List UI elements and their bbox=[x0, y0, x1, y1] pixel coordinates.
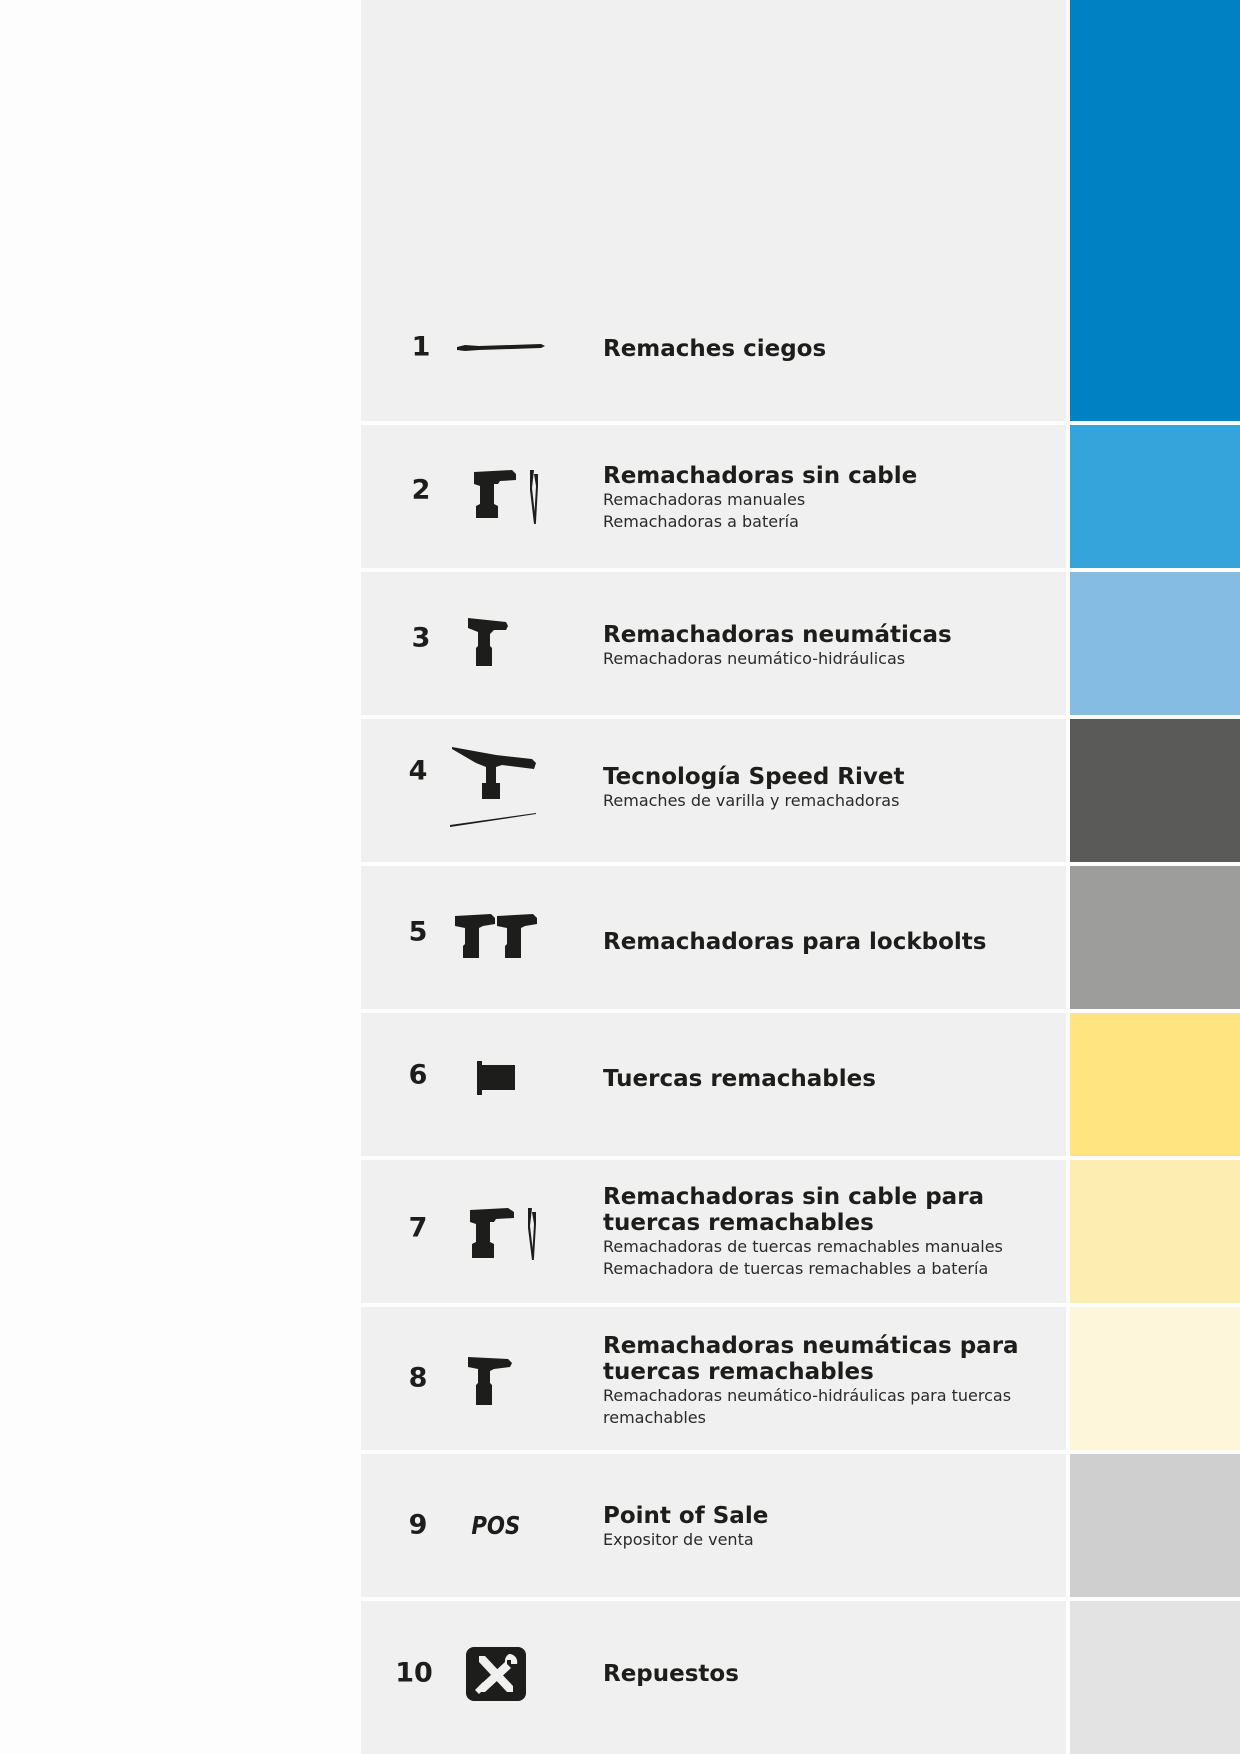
section-tab-8[interactable] bbox=[1070, 1307, 1240, 1450]
section-subheading: Remachadora de tuercas remachables a batería bbox=[603, 1259, 989, 1278]
section-number: 4 bbox=[408, 755, 428, 787]
section-number: 1 bbox=[411, 331, 431, 363]
pneumatic-riveter-icon bbox=[464, 616, 524, 681]
section-tab-6[interactable] bbox=[1070, 1013, 1240, 1156]
section-number: 3 bbox=[411, 622, 431, 654]
section-text bbox=[603, 764, 1053, 812]
section-heading[interactable]: Remachadoras para lockbolts bbox=[603, 929, 987, 955]
section-text bbox=[603, 929, 1053, 955]
section-subheading: Remachadoras neumático-hidráulicas bbox=[603, 649, 906, 668]
section-text bbox=[603, 1503, 1053, 1551]
section-heading[interactable]: Remachadoras sin cable para tuercas remachables bbox=[603, 1184, 985, 1236]
section-number: 7 bbox=[408, 1212, 428, 1244]
section-heading[interactable]: Remachadoras sin cable bbox=[603, 463, 918, 489]
section-row-7[interactable] bbox=[361, 1172, 1066, 1292]
section-row-6[interactable] bbox=[361, 1019, 1066, 1139]
pneumatic-nut-riveter-icon bbox=[464, 1353, 524, 1418]
section-subheading: Expositor de venta bbox=[603, 1530, 754, 1549]
section-text bbox=[603, 463, 1053, 533]
cordless-nut-riveter-icon bbox=[464, 1204, 544, 1269]
section-number: 8 bbox=[408, 1362, 428, 1394]
section-subheading: Remachadoras de tuercas remachables manuales bbox=[603, 1237, 1003, 1256]
section-row-8[interactable] bbox=[361, 1321, 1066, 1441]
section-number: 5 bbox=[408, 916, 428, 948]
section-tab-7[interactable] bbox=[1070, 1160, 1240, 1303]
speed-rivet-tool-icon bbox=[446, 743, 546, 838]
section-row-3[interactable] bbox=[361, 586, 1066, 706]
rivet-nut-icon bbox=[473, 1059, 523, 1104]
section-text bbox=[603, 336, 1053, 362]
tools-icon bbox=[465, 1646, 527, 1707]
section-tab-10[interactable] bbox=[1070, 1601, 1240, 1754]
section-row-5[interactable] bbox=[361, 882, 1066, 1002]
section-heading[interactable]: Point of Sale bbox=[603, 1503, 769, 1529]
section-subheading: Remachadoras a batería bbox=[603, 512, 799, 531]
section-heading[interactable]: Repuestos bbox=[603, 1661, 739, 1687]
cordless-riveter-icon bbox=[468, 468, 548, 533]
section-heading[interactable]: Remachadoras neumáticas bbox=[603, 622, 952, 648]
section-tab-3[interactable] bbox=[1070, 572, 1240, 715]
section-tab-2[interactable] bbox=[1070, 425, 1240, 568]
section-number: 6 bbox=[408, 1059, 428, 1091]
section-number: 2 bbox=[411, 474, 431, 506]
section-text bbox=[603, 1066, 1053, 1092]
section-tab-4[interactable] bbox=[1070, 719, 1240, 862]
section-text bbox=[603, 1184, 1053, 1280]
section-tab-1[interactable] bbox=[1070, 0, 1240, 421]
section-subheading: Remaches de varilla y remachadoras bbox=[603, 791, 900, 810]
section-text bbox=[603, 622, 1053, 670]
section-tab-5[interactable] bbox=[1070, 866, 1240, 1009]
section-subheading: Remachadoras manuales bbox=[603, 490, 806, 509]
section-text bbox=[603, 1661, 1053, 1687]
section-tab-9[interactable] bbox=[1070, 1454, 1240, 1597]
pos-label: POS bbox=[471, 1511, 521, 1540]
section-row-2[interactable] bbox=[361, 438, 1066, 558]
section-row-9[interactable] bbox=[361, 1467, 1066, 1587]
section-heading[interactable]: Remaches ciegos bbox=[603, 336, 827, 362]
left-margin bbox=[0, 0, 360, 1754]
lockbolt-tool-icon bbox=[451, 912, 551, 977]
section-number: 10 bbox=[395, 1657, 433, 1689]
section-heading[interactable]: Tecnología Speed Rivet bbox=[603, 764, 905, 790]
section-heading[interactable]: Remachadoras neumáticas para tuercas remachables bbox=[603, 1333, 1019, 1385]
section-row-4[interactable] bbox=[361, 728, 1066, 848]
rivet-icon bbox=[453, 334, 553, 369]
section-row-1[interactable] bbox=[361, 289, 1066, 409]
pos-icon bbox=[467, 1511, 525, 1540]
section-text bbox=[603, 1333, 1053, 1429]
section-subheading: Remachadoras neumático-hidráulicas para tuercas remachables bbox=[603, 1386, 1012, 1427]
section-heading[interactable]: Tuercas remachables bbox=[603, 1066, 876, 1092]
section-number: 9 bbox=[408, 1509, 428, 1541]
section-row-10[interactable] bbox=[361, 1614, 1066, 1734]
